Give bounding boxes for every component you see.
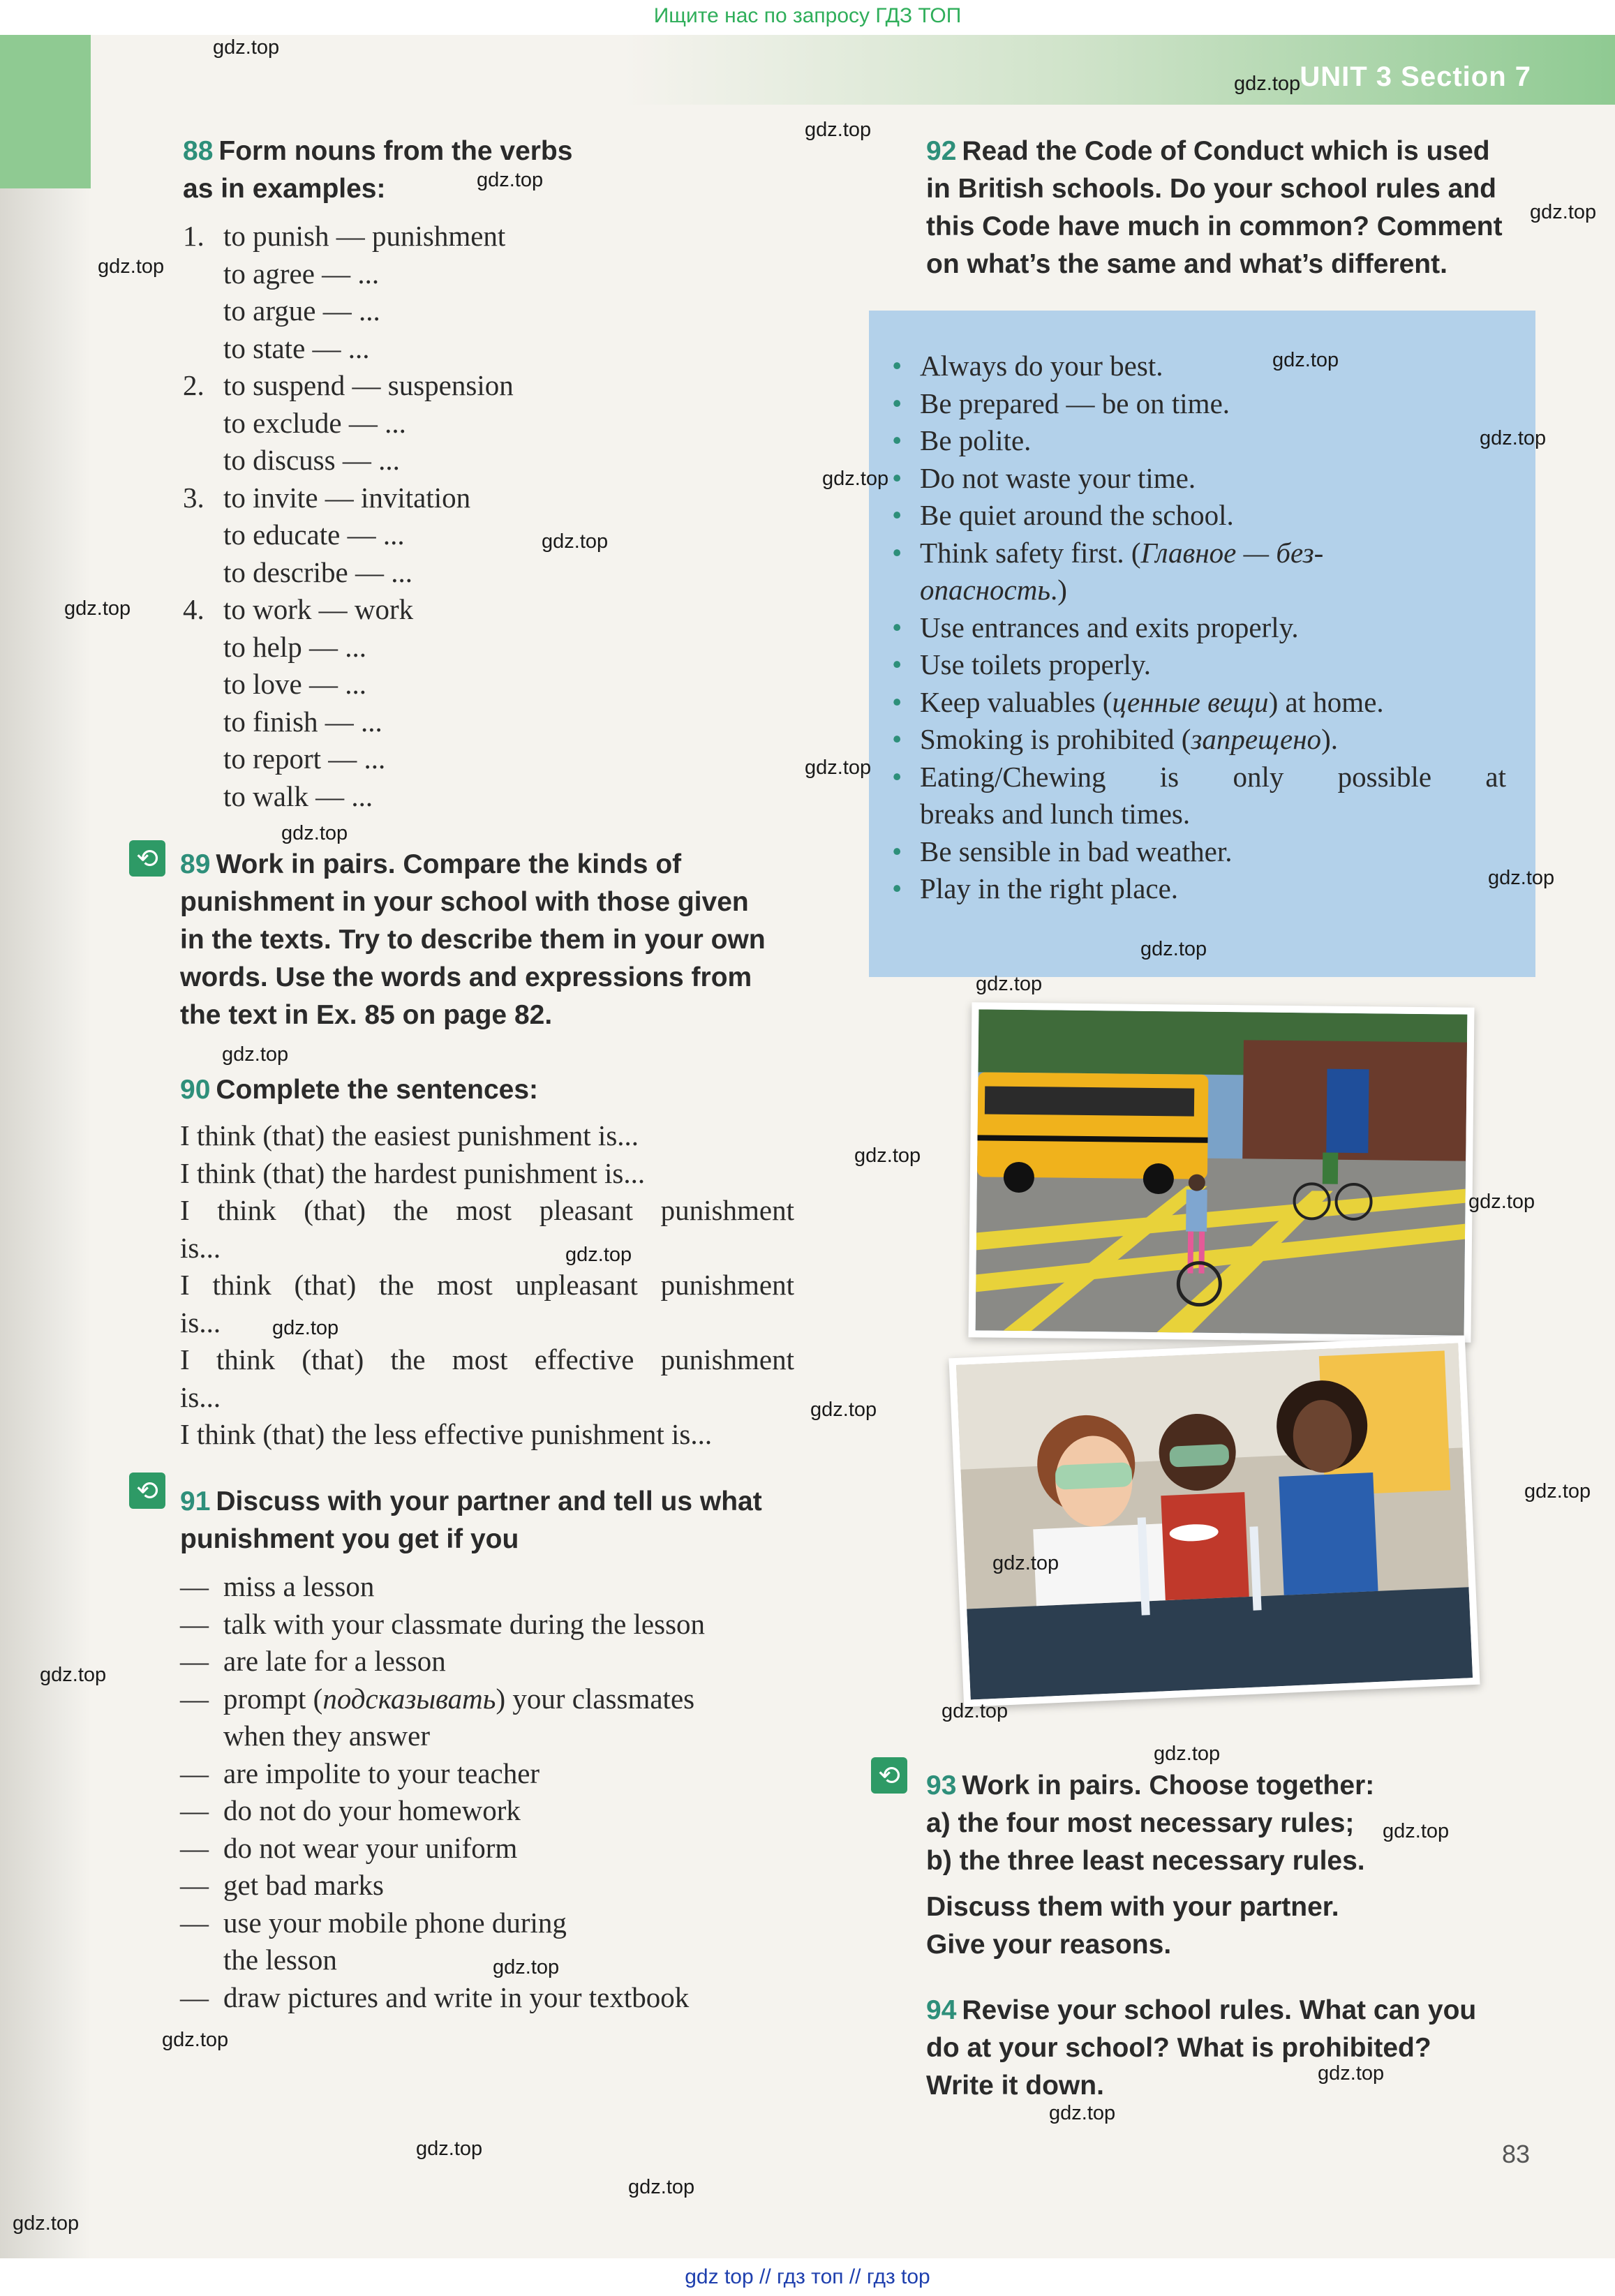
pair-work-icon: ⟲ [129,1473,165,1509]
ex92-line4: on what’s the same and what’s different. [926,249,1447,279]
ex88-line-text: to describe — ... [223,556,412,588]
code-rule: • Always do your best. [920,348,1506,385]
code-rule: • Be quiet around the school. [920,497,1506,535]
watermark-text: gdz.top [992,1552,1059,1574]
ex93-line2: a) the four most necessary rules; [926,1808,1355,1838]
bottom-banner-text[interactable]: gdz top // гдз топ // гдз top [685,2265,930,2288]
page-number: 83 [1502,2140,1531,2168]
ex91-title-line1: Discuss with your partner and tell us what [216,1486,762,1516]
watermark-text: gdz.top [628,2176,695,2198]
ex91-item: — talk with your classmate during the lesson [180,1607,706,1640]
ex88-line-text: to state — ... [223,331,370,364]
ex94-line1: Revise your school rules. What can you [962,1995,1477,2025]
watermark-text: gdz.top [162,2029,229,2051]
watermark-text: gdz.top [565,1244,632,1266]
ex90-line2: I think (that) the hardest punishment is... [180,1156,646,1189]
gutter-green-tab [0,35,91,188]
ex90-line4: is... [180,1231,221,1264]
ex88-line [183,778,514,816]
pair-work-icon: ⟲ [871,1757,907,1794]
code-rule: • Keep valuables (ценные вещи) at home. [920,684,1506,722]
ex91-item: — are late for a lesson [180,1645,446,1677]
ex88-title-line1: Form nouns from the verbs [218,136,573,166]
code-rule: • Be polite. [920,422,1506,460]
ex91-item: — are impolite to your teacher [180,1757,540,1789]
ex94-number: 94 [926,1995,957,2025]
code-rule: • Play in the right place. [920,870,1506,908]
ex88-line-text: to report — ... [223,743,386,775]
ex88-line [183,629,514,666]
ex94-line3: Write it down. [926,2071,1104,2101]
ex88-line [183,292,514,330]
ex88-line [183,405,514,442]
ex88-line-text: to exclude — ... [223,406,406,439]
watermark-text: gdz.top [1383,1820,1450,1842]
watermark-text: gdz.top [477,169,544,191]
ex88-line-text: to educate — ... [223,519,405,551]
ex90-line3: I think (that) the most pleasant punishment [180,1194,794,1226]
ex88-word-list [183,218,514,815]
ex88-line-text: to walk — ... [223,780,373,812]
code-rule: • Do not waste your time. [920,460,1506,498]
watermark-text: gdz.top [1234,73,1301,95]
watermark-text: gdz.top [64,597,131,620]
ex93-line5: Give your reasons. [926,1930,1172,1960]
watermark-text: gdz.top [213,36,280,59]
code-rule-cont: опасность.) [920,574,1067,606]
watermark-text: gdz.top [1488,867,1555,889]
watermark-text: gdz.top [1272,349,1339,371]
watermark-text: gdz.top [281,822,348,844]
watermark-text: gdz.top [493,1956,560,1978]
ex90-line7: I think (that) the most effective punishment [180,1343,794,1376]
ex91-item-cont: the lesson [223,1944,337,1976]
ex91-item-cont: when they answer [223,1720,431,1752]
watermark-text: gdz.top [222,1043,289,1066]
watermark-text: gdz.top [1049,2102,1116,2124]
ex89-line5: the text in Ex. 85 on page 82. [180,1000,553,1030]
ex88-line-text: to finish — ... [223,705,382,738]
ex88-line [183,740,514,778]
watermark-text: gdz.top [1154,1743,1221,1765]
watermark-text: gdz.top [942,1700,1009,1722]
watermark-text: gdz.top [1530,201,1597,223]
top-banner [0,0,1615,35]
photo-school-bus [969,1002,1475,1343]
ex88-line-text: to help — ... [223,630,366,663]
ex93-line4: Discuss them with your partner. [926,1892,1339,1922]
ex88-line-text: to work — work [223,593,414,625]
ex92-line2: in British schools. Do your school rules and [926,174,1496,204]
ex88-line [183,442,514,479]
code-rule-cont: breaks and lunch times. [920,798,1191,830]
ex90-line9: I think (that) the less effective punishment is... [180,1418,713,1450]
watermark-text: gdz.top [822,468,889,490]
ex91-item: — do not wear your uniform [180,1831,518,1864]
watermark-text: gdz.top [542,530,609,553]
ex88-title-line2: as in examples: [183,174,386,204]
photo-science-lab [948,1336,1480,1707]
watermark-text: gdz.top [1468,1191,1535,1213]
ex88-line [183,330,514,368]
ex90-line5: I think (that) the most unpleasant punishment [180,1269,794,1301]
ex88-line-number: 1. [183,220,204,252]
ex88-line [183,554,514,592]
watermark-text: gdz.top [1524,1480,1591,1503]
ex89-line3: in the texts. Try to describe them in your own [180,925,766,955]
ex91-title [180,1483,762,1558]
ex88-line [183,666,514,703]
watermark-text: gdz.top [810,1399,877,1421]
ex90-line8: is... [180,1380,221,1413]
ex90-line1: I think (that) the easiest punishment is... [180,1119,639,1151]
ex88-line-text: to love — ... [223,668,366,700]
ex90-line6: is... [180,1306,221,1339]
ex88-line-text: to invite — invitation [223,481,471,514]
ex88-line-text: to agree — ... [223,257,380,290]
ex91-title-line2: punishment you get if you [180,1524,519,1554]
ex93-line3: b) the three least necessary rules. [926,1846,1365,1876]
ex91-item: — miss a lesson [180,1570,375,1602]
ex89-line4: words. Use the words and expressions from [180,962,752,992]
ex88-line [183,479,514,517]
ex89-line1: Work in pairs. Compare the kinds of [216,849,682,879]
ex88-line-number: 2. [183,369,204,401]
bottom-banner [0,2258,1615,2296]
ex91-list [180,1568,705,2016]
ex92-line1: Read the Code of Conduct which is used [962,136,1490,166]
watermark-text: gdz.top [854,1145,921,1167]
watermark-text: gdz.top [1140,938,1207,960]
ex91-item: — do not do your homework [180,1794,521,1826]
watermark-text: gdz.top [805,119,872,141]
ex89-number: 89 [180,849,211,879]
code-rule: • Use entrances and exits properly. [920,609,1506,647]
watermark-text: gdz.top [40,1664,107,1686]
ex90-title [180,1071,538,1109]
ex88-line [183,703,514,741]
unit-section-header: UNIT 3 Section 7 [1300,61,1531,92]
ex94-block [926,1992,1476,2105]
ex93-number: 93 [926,1771,957,1801]
code-rule: • Be prepared — be on time. [920,385,1506,423]
ex88-line-text: to argue — ... [223,295,380,327]
watermark-text: gdz.top [416,2138,483,2160]
code-rule: • Use toilets properly. [920,646,1506,684]
watermark-text: gdz.top [98,255,165,278]
ex90-title-text: Complete the sentences: [216,1075,539,1105]
ex91-item: — draw pictures and write in your textbook [180,1981,690,2013]
code-rule: • Be sensible in bad weather. [920,833,1506,871]
watermark-text: gdz.top [1480,427,1547,449]
ex88-line-number: 4. [183,593,204,625]
ex88-line [183,516,514,554]
ex88-line [183,591,514,629]
top-banner-text[interactable]: Ищите нас по запросу ГДЗ ТОП [653,4,962,27]
ex88-line [183,218,514,255]
science-lab-illustration [956,1343,1473,1700]
code-rule: • Think safety first. (Главное — без- [920,535,1506,572]
code-of-conduct-list [920,348,1506,908]
ex93-line1: Work in pairs. Choose together: [962,1771,1375,1801]
ex92-line3: this Code have much in common? Comment [926,211,1503,241]
code-rule: • Eating/Chewing is only possible at [920,759,1506,796]
ex89-line2: punishment in your school with those given [180,887,749,917]
ex92-block [926,133,1503,283]
ex91-number: 91 [180,1486,211,1516]
pair-work-icon: ⟲ [129,840,165,877]
ex88-line-text: to punish — punishment [223,220,506,252]
page-gutter [0,35,91,2258]
ex88-line-number: 3. [183,481,204,514]
watermark-text: gdz.top [1318,2062,1385,2085]
ex90-number: 90 [180,1075,211,1105]
ex92-number: 92 [926,136,957,166]
ex88-number: 88 [183,136,214,166]
ex91-item: — get bad marks [180,1869,384,1901]
ex88-line [183,255,514,293]
ex89-block [180,846,766,1034]
watermark-text: gdz.top [976,973,1043,995]
watermark-text: gdz.top [13,2212,80,2235]
school-bus-illustration [976,1009,1468,1335]
ex91-item: — use your mobile phone during [180,1906,567,1939]
watermark-text: gdz.top [805,756,872,779]
ex88-line-text: to suspend — suspension [223,369,514,401]
watermark-text: gdz.top [272,1317,339,1339]
ex94-line2: do at your school? What is prohibited? [926,2033,1431,2063]
ex88-line-text: to discuss — ... [223,444,400,476]
ex93-block [926,1767,1374,1964]
code-rule: • Smoking is prohibited (запрещено). [920,721,1506,759]
ex90-sentences [180,1117,794,1454]
ex88-line [183,367,514,405]
ex91-item: — prompt (подсказывать) your classmates [180,1682,695,1715]
